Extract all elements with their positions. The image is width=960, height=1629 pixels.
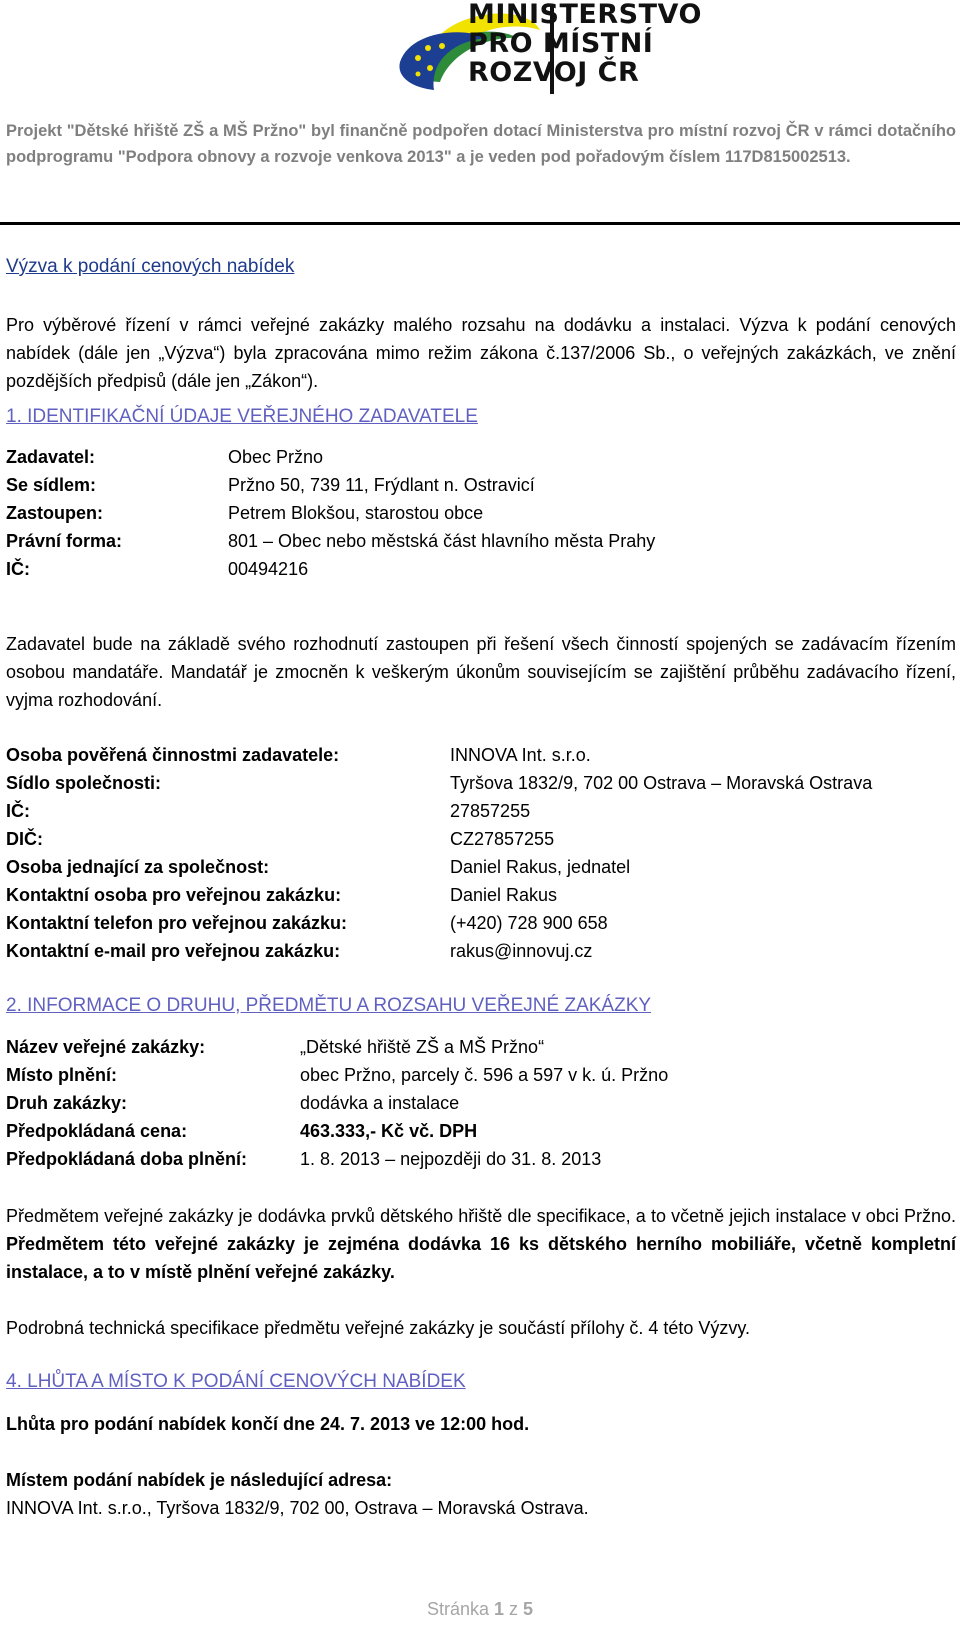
table-row xyxy=(6,853,872,881)
section-4-heading: 4. LHŮTA A MÍSTO K PODÁNÍ CENOVÝCH NABÍDEK xyxy=(6,1371,466,1392)
row-label: Druh zakázky: xyxy=(6,1093,128,1113)
page-of: z xyxy=(509,1599,519,1619)
table-row xyxy=(6,1089,668,1117)
submission-address: INNOVA Int. s.r.o., Tyršova 1832/9, 702 00, Ostrava – Moravská Ostrava. xyxy=(6,1498,589,1518)
page-word: Stránka xyxy=(426,1599,489,1619)
logo-line-1: MINISTERSTVO xyxy=(468,0,702,30)
logo-line-2: PRO MÍSTNÍ xyxy=(468,28,654,59)
table-row xyxy=(6,881,872,909)
row-value: Obec Pržno xyxy=(228,447,324,467)
table-row xyxy=(6,471,655,499)
row-value: rakus@innovuj.cz xyxy=(450,941,593,961)
funding-notice: Projekt "Dětské hřiště ZŠ a MŠ Pržno" byl finančně podpořen dotací Ministerstva pro místní rozvoj ČR v rámci dotačního podprogramu "Podpora obnovy a rozvoje venkova 2013" a je veden pod pořadovým číslem 117D815002513. xyxy=(6,122,956,166)
subject-text: Předmětem veřejné zakázky je dodávka prvků dětského hřiště dle specifikace, a to včetně jejich instalace v obci Pržno. xyxy=(6,1206,956,1226)
row-label: Sídlo společnosti: xyxy=(6,773,162,793)
row-label: Kontaktní e-mail pro veřejnou zakázku: xyxy=(6,941,341,961)
subject-paragraph xyxy=(6,1202,956,1286)
mandate-paragraph: Zadavatel bude na základě svého rozhodnutí zastoupen při řešení všech činností spojených se zadávacím řízením osobou mandatáře. Mandatář je zmocněn k veškerým úkonům souvisejícím se zajištění průběhu zadávacího řízení, vyjma rozhodování. xyxy=(6,634,956,710)
subject-text-emphasis: Předmětem této veřejné zakázky je zejména dodávka 16 ks dětského herního mobiliáře, včetně kompletní instalace, a to v místě plnění veřejné zakázky. xyxy=(6,1234,956,1282)
table-row xyxy=(6,1033,668,1061)
row-label: Předpokládaná cena: xyxy=(6,1121,188,1141)
table-row xyxy=(6,499,655,527)
agent-table xyxy=(6,741,872,965)
contract-info-table xyxy=(6,1033,668,1173)
logo-line-3: ROZVOJ ČR xyxy=(468,57,640,88)
row-value: 463.333,- Kč vč. DPH xyxy=(300,1121,478,1141)
row-label: Název veřejné zakázky: xyxy=(6,1037,206,1057)
header-divider xyxy=(0,222,960,225)
page-current: 1 xyxy=(494,1599,505,1619)
row-label: Osoba jednající za společnost: xyxy=(6,857,270,877)
row-value: CZ27857255 xyxy=(450,829,555,849)
table-row xyxy=(6,443,655,471)
row-label: DIČ: xyxy=(6,829,43,849)
row-label: Zadavatel: xyxy=(6,447,96,467)
row-value: Petrem Blokšou, starostou obce xyxy=(228,503,484,523)
row-value: 801 – Obec nebo městská část hlavního města Prahy xyxy=(228,531,656,551)
row-label: Kontaktní osoba pro veřejnou zakázku: xyxy=(6,885,342,905)
row-value: Daniel Rakus xyxy=(450,885,558,905)
row-value: Tyršova 1832/9, 702 00 Ostrava – Moravská Ostrava xyxy=(450,773,873,793)
row-label: IČ: xyxy=(6,801,30,821)
table-row xyxy=(6,937,872,965)
ministry-logo-text xyxy=(468,0,702,87)
table-row xyxy=(6,909,872,937)
table-row xyxy=(6,1061,668,1089)
row-label: Právní forma: xyxy=(6,531,123,551)
contracting-authority-table xyxy=(6,443,655,583)
specification-paragraph: Podrobná technická specifikace předmětu veřejné zakázky je součástí přílohy č. 4 této Výzvy. xyxy=(6,1318,751,1338)
row-label: Místo plnění: xyxy=(6,1065,117,1085)
row-label: Se sídlem: xyxy=(6,475,97,495)
address-label: Místem podání nabídek je následující adresa: xyxy=(6,1470,393,1490)
row-value: „Dětské hřiště ZŠ a MŠ Pržno“ xyxy=(300,1037,545,1057)
table-row xyxy=(6,527,655,555)
table-row xyxy=(6,825,872,853)
section-1-heading: 1. IDENTIFIKAČNÍ ÚDAJE VEŘEJNÉHO ZADAVATELE xyxy=(6,406,478,427)
table-row xyxy=(6,797,872,825)
deadline-text: Lhůta pro podání nabídek končí dne 24. 7. 2013 ve 12:00 hod. xyxy=(6,1414,530,1434)
row-value: Pržno 50, 739 11, Frýdlant n. Ostravicí xyxy=(228,475,535,495)
table-row xyxy=(6,555,655,583)
row-label: Osoba pověřená činnostmi zadavatele: xyxy=(6,745,340,765)
row-value: 00494216 xyxy=(228,559,309,579)
page-title: Výzva k podání cenových nabídek xyxy=(6,256,295,277)
row-value: obec Pržno, parcely č. 596 a 597 v k. ú. Pržno xyxy=(300,1065,669,1085)
row-label: Zastoupen: xyxy=(6,503,103,523)
page-total: 5 xyxy=(523,1599,534,1619)
row-value: (+420) 728 900 658 xyxy=(450,913,608,933)
row-value: 1. 8. 2013 – nejpozději do 31. 8. 2013 xyxy=(300,1149,602,1169)
row-value: dodávka a instalace xyxy=(300,1093,460,1113)
row-label: Předpokládaná doba plnění: xyxy=(6,1149,248,1169)
row-value: INNOVA Int. s.r.o. xyxy=(450,745,591,765)
table-row xyxy=(6,769,872,797)
row-label: Kontaktní telefon pro veřejnou zakázku: xyxy=(6,913,348,933)
row-label: IČ: xyxy=(6,559,30,579)
table-row xyxy=(6,1117,668,1145)
row-value: 27857255 xyxy=(450,801,531,821)
section-2-heading: 2. INFORMACE O DRUHU, PŘEDMĚTU A ROZSAHU VEŘEJNÉ ZAKÁZKY xyxy=(6,995,652,1016)
table-row xyxy=(6,741,872,769)
intro-paragraph: Pro výběrové řízení v rámci veřejné zakázky malého rozsahu na dodávku a instalaci. Výzva k podání cenových nabídek (dále jen „Výzva“) byla zpracována mimo režim zákona č.137/2006 Sb., o veřejných zakázkách, ve znění pozdějších předpisů (dále jen „Zákon“). xyxy=(6,315,956,391)
page-number xyxy=(0,1599,960,1620)
table-row xyxy=(6,1145,668,1173)
row-value: Daniel Rakus, jednatel xyxy=(450,857,631,877)
